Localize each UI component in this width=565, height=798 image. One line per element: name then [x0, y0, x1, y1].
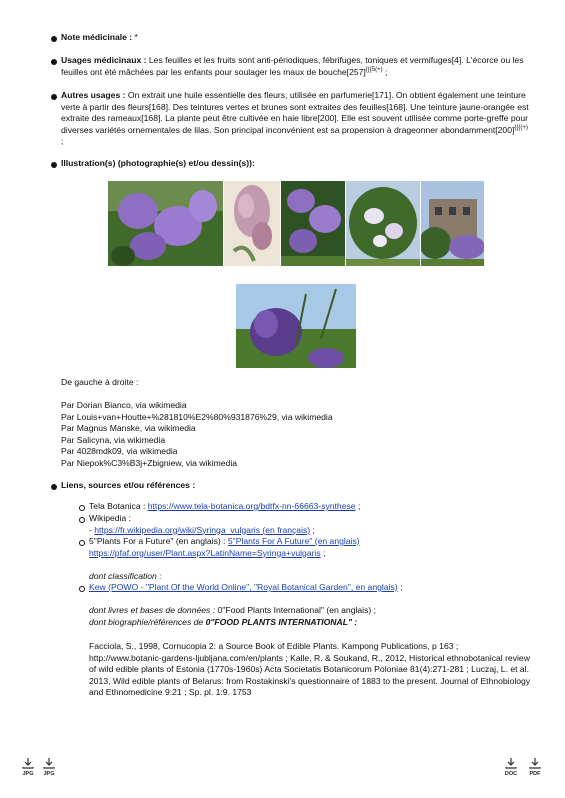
pfaf-tail: ; — [323, 547, 326, 558]
usages-medicinaux-sup: {{{5(+) — [365, 66, 383, 73]
sub-bullet — [79, 586, 85, 592]
autres-usages-label: Autres usages : — [61, 90, 126, 100]
lilac-botanical-drawing — [224, 181, 280, 266]
tela-prefix: Tela Botanica : — [89, 501, 146, 511]
pfaf-prefix: 5"Plants For a Future" (en anglais) : — [89, 536, 226, 546]
pdf-download-icon[interactable] — [527, 757, 543, 781]
wikipedia-tail: ; — [312, 524, 315, 535]
biblio-value: 0"FOOD PLANTS INTERNATIONAL" : — [205, 617, 358, 627]
jpg-icon-label: JPG — [22, 771, 34, 777]
note-value: * — [134, 32, 138, 42]
credits-intro: De gauche à droite : — [61, 377, 139, 387]
sub-bullet — [79, 540, 85, 546]
jpg-icon-label: JPG — [43, 771, 55, 777]
kew-item — [89, 582, 529, 594]
liens-label: Liens, sources et/ou références : — [61, 480, 196, 490]
credit-line: Par Niepok%C3%B3j+Zbigniew, via wikimedia — [61, 457, 238, 468]
note-label: Note médicinale : — [61, 32, 133, 42]
credit-line: Par Dorian Bianco, via wikimedia — [61, 400, 187, 410]
lilac-house-photo — [421, 181, 484, 266]
lilac-shrub-photo — [281, 181, 345, 266]
pfaf-link[interactable]: 5"Plants For A Future" (en anglais) — [227, 536, 360, 546]
biblio-prefix: dont biographie/références de — [89, 617, 204, 627]
credit-line: Par Louis+van+Houtte+%281810%E2%80%931876%29, via wikimedia — [61, 411, 333, 422]
wikipedia-prefix: Wikipedia : — [89, 513, 132, 523]
credit-line: Par Salicyna, via wikimedia — [61, 434, 166, 445]
lilac-flowers-photo — [108, 181, 223, 266]
tela-tail: ; — [357, 501, 361, 511]
illustrations-label: Illustration(s) (photographie(s) et/ou dessin(s)): — [61, 158, 255, 168]
pfaf-url-link[interactable]: https://pfaf.org/user/Plant.aspx?LatinName=Syringa+vulgaris — [89, 547, 321, 558]
usages-medicinaux — [61, 55, 531, 78]
autres-usages-sup: {{{(+) — [514, 124, 528, 131]
sub-bullet — [79, 505, 85, 511]
autres-usages-tail: ; — [61, 136, 64, 147]
white-lilac-bush-photo — [346, 181, 420, 266]
wikipedia-dash: - — [89, 524, 92, 535]
credit-line: Par 4028mdk09, via wikimedia — [61, 446, 178, 457]
classification-label: dont classification : — [89, 571, 162, 581]
bullet — [51, 36, 57, 42]
usages-medicinaux-text: Les feuilles et les fruits sont anti-périodiques, fébrifuges, toniques et vermifuges[4]. L'écorce ou les feuilles ont été mâchées par les enfants pour soulager les maux de bouche[257] — [61, 55, 524, 77]
sub-bullet — [79, 517, 85, 523]
note-medicinale — [61, 32, 531, 44]
livres-value: 0"Food Plants International" (en anglais) ; — [217, 605, 377, 615]
wikipedia-link[interactable]: https://fr.wikipedia.org/wiki/Syringa_vulgaris (en français) — [94, 524, 311, 535]
pfaf-item — [89, 536, 529, 559]
biblio-line — [89, 617, 529, 629]
jpg-download-icon[interactable] — [41, 757, 57, 781]
credit-line: Par Magnus Manske, via wikimedia — [61, 423, 196, 434]
credits-list — [61, 400, 531, 470]
tela-botanica-item — [89, 501, 529, 513]
kew-link[interactable]: Kew (POWO - "Plant Of the World Online", "Royal Botanical Garden", en anglais) — [89, 582, 398, 592]
references-text: Facciola, S., 1998, Cornucopia 2: a Source Book of Edible Plants. Kampong Publications, p 163 ; http://www.botanic-gardens-ljubljana.com/en/plants ; Kalle, R. & Soukand, R., 2012, Historical ethnobotanical review of wild edible plants of Estonia (1770s-1960s) Acta Societatis Botanicorum Poloniae 81(4):271-281 ; Luczaj, L. et al. 2013, Wild edible plants of Belarus: from Rostakinski's questionnaire of 1883 to the present. Journal of Ethnobiology and Ethnomedicine 9:21 ; Sp. pl. 1:9. 1753 — [89, 641, 531, 698]
tela-botanica-link[interactable]: https://www.tela-botanica.org/bdtfx-nn-66663-synthese — [147, 501, 356, 511]
livres-prefix: dont livres et bases de données : — [89, 605, 216, 615]
bullet — [51, 94, 57, 100]
doc-icon-label: DOC — [504, 771, 518, 777]
lilac-sky-photo — [236, 284, 356, 368]
autres-usages-text: On extrait une huile essentielle des fleurs, utilisée en parfumerie[171]. On obtient également une teinture verte à partir des fleurs[168]. Des teintures vertes et brunes sont extraites des feuilles[168]. Une teinture jaune-orangée est extraite des rameaux[168]. La plante peut être cultivée en haie libre[200]. Elle est souvent utilisée comme porte-greffe pour diverses variétés ornementales de lilas. Son principal inconvénient est sa propension à drageonner abondamment[200] — [61, 90, 529, 135]
pdf-icon-label: PDF — [529, 771, 541, 777]
doc-download-icon[interactable] — [503, 757, 519, 781]
livres-line — [89, 605, 529, 617]
bullet — [51, 59, 57, 65]
kew-tail: ; — [400, 582, 403, 592]
jpg-download-icon[interactable] — [20, 757, 36, 781]
usages-medicinaux-label: Usages médicinaux : — [61, 55, 147, 65]
bullet — [51, 484, 57, 490]
usages-medicinaux-tail: ; — [385, 66, 388, 77]
autres-usages — [61, 90, 531, 148]
bullet — [51, 162, 57, 168]
wikipedia-item — [89, 513, 529, 536]
